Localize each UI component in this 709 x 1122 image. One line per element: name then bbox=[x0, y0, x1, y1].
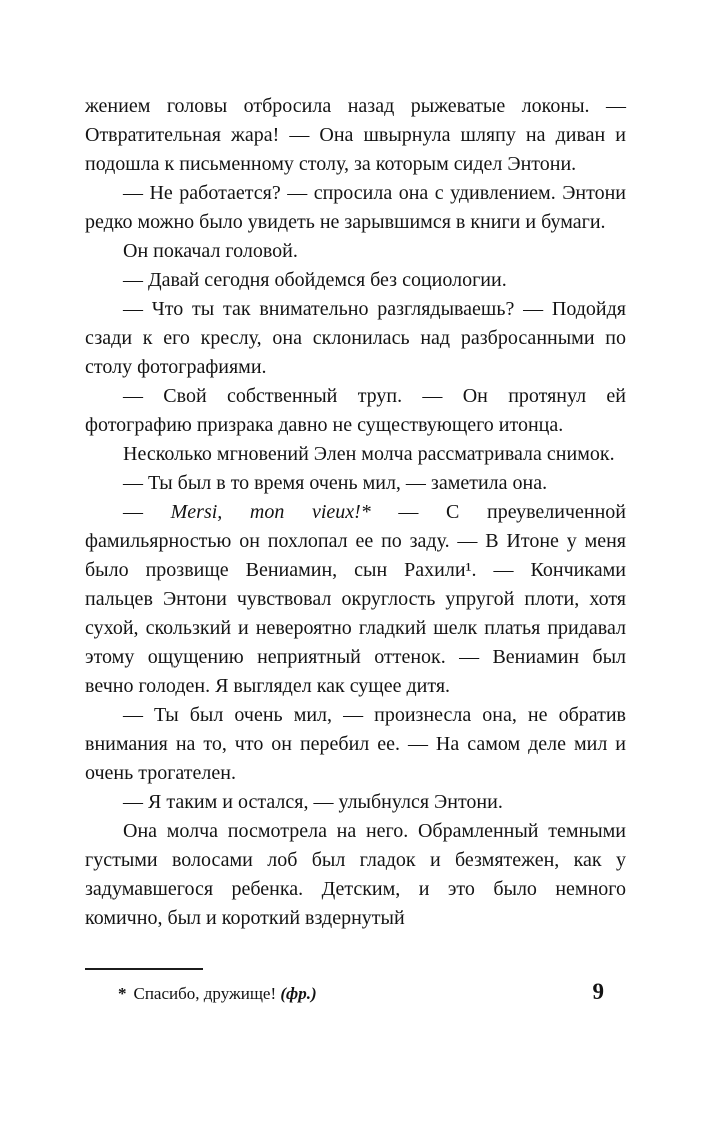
text-segment: Она молча посмотрела на него. Обрамленный темными густыми волосами лоб был гладок и безмятежен, как у задумавшегося ребенка. Детским, и это было немного комично, был и короткий вздернутый bbox=[85, 820, 626, 929]
footnote-marker: * bbox=[118, 984, 127, 1003]
footnote-text: Спасибо, дружище! bbox=[133, 984, 277, 1003]
paragraph bbox=[85, 788, 626, 817]
text-segment: жением головы отбросила назад рыжеватые локоны. — Отвратительная жара! — Она швырнула шляпу на диван и подошла к письменному столу, за которым сидел Энтони. bbox=[85, 95, 626, 175]
page-number: 9 bbox=[592, 979, 604, 1004]
paragraph bbox=[85, 440, 626, 469]
text-segment: — bbox=[123, 501, 171, 523]
text-segment: Несколько мгновений Элен молча рассматривала снимок. bbox=[123, 443, 615, 465]
text-segment: Он покачал головой. bbox=[123, 240, 298, 262]
paragraph bbox=[85, 382, 626, 440]
footnote-separator bbox=[85, 968, 203, 970]
paragraph bbox=[85, 498, 626, 701]
text-segment: — Ты был очень мил, — произнесла она, не обратив внимания на то, что он перебил ее. — На самом деле мил и очень трогателен. bbox=[85, 704, 626, 784]
text-segment: — Давай сегодня обойдемся без социологии. bbox=[123, 269, 507, 291]
text-segment: — Свой собственный труп. — Он протянул ей фотографию призрака давно не существующего итонца. bbox=[85, 385, 626, 436]
footnote bbox=[85, 983, 317, 1005]
paragraph bbox=[85, 295, 626, 382]
paragraph bbox=[85, 179, 626, 237]
italic-phrase: Mersi, mon vieux!* bbox=[170, 501, 371, 523]
footnote-language-note: (фр.) bbox=[280, 984, 317, 1003]
text-segment: — Что ты так внимательно разглядываешь? — Подойдя сзади к его креслу, она склонилась над разбросанными по столу фотографиями. bbox=[85, 298, 626, 378]
paragraph bbox=[85, 817, 626, 933]
paragraph bbox=[85, 92, 626, 179]
text-segment: — Не работается? — спросила она с удивлением. Энтони редко можно было увидеть не зарывшимся в книги и бумаги. bbox=[85, 182, 626, 233]
page-footer bbox=[85, 968, 626, 1005]
text-block bbox=[85, 92, 626, 933]
paragraph bbox=[85, 701, 626, 788]
paragraph bbox=[85, 469, 626, 498]
text-segment: — С преувеличенной фамильярностью он похлопал ее по заду. — В Итоне у меня было прозвище Вениамин, сын Рахили¹. — Кончиками пальцев Энтони чувствовал округлость упругой плоти, хотя сухой, скользкий и невероятно гладкий шелк платья придавал этому ощущению неприятный оттенок. — Вениамин был вечно голоден. Я выглядел как сущее дитя. bbox=[85, 501, 627, 697]
paragraph bbox=[85, 266, 626, 295]
text-segment: — Я таким и остался, — улыбнулся Энтони. bbox=[123, 791, 503, 813]
paragraph bbox=[85, 237, 626, 266]
text-segment: — Ты был в то время очень мил, — заметила она. bbox=[123, 472, 548, 494]
